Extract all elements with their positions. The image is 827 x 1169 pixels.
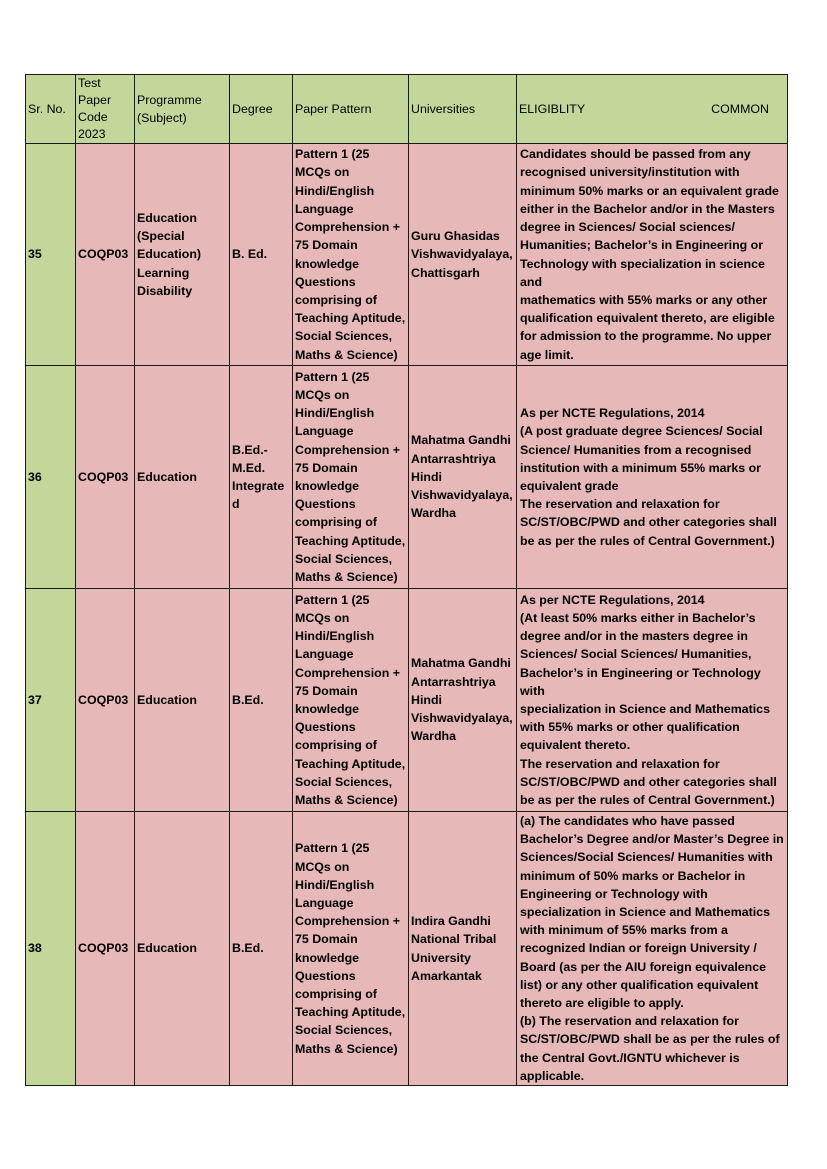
- eligibility-cell: [517, 589, 788, 812]
- cell-line: Social Sciences,: [295, 329, 393, 344]
- cell-line: Pattern 1 (25: [295, 369, 370, 384]
- sr-no-cell: 37: [26, 589, 76, 812]
- cell-line: Indira Gandhi: [411, 914, 491, 929]
- cell-line: list) or any other qualification equivalent: [520, 977, 759, 992]
- cell-line: B. Ed.: [232, 247, 268, 262]
- cell-line: age limit.: [520, 347, 574, 362]
- cell-line: Comprehension +: [295, 442, 400, 457]
- cell-line: Wardha: [411, 506, 456, 521]
- programme-cell: [135, 366, 230, 589]
- cell-line: Maths & Science): [295, 793, 398, 808]
- programme-cell: [135, 144, 230, 366]
- cell-line: M.Ed.: [232, 460, 266, 475]
- programme-cell: [135, 589, 230, 812]
- cell-line: Maths & Science): [295, 347, 398, 362]
- cell-line: (At least 50% marks either in Bachelor’s: [520, 610, 756, 625]
- eligibility-cell: [517, 366, 788, 589]
- cell-line: Antarrashtriya: [411, 451, 496, 466]
- cell-line: Comprehension +: [295, 220, 400, 235]
- cell-line: thereto are eligible to apply.: [520, 996, 684, 1011]
- cell-line: Integrate: [232, 479, 285, 493]
- cell-line: Social Sciences,: [295, 551, 393, 566]
- pattern-cell: [293, 366, 409, 589]
- cell-line: minimum 50% marks or an equivalent grade: [520, 183, 779, 198]
- cell-line: Education: [137, 941, 197, 956]
- cell-line: Education: [137, 210, 197, 225]
- cell-line: Vishwavidyalaya,: [411, 488, 513, 503]
- cell-line: B.Ed.: [232, 692, 264, 707]
- cell-line: be as per the rules of Central Government.): [520, 793, 775, 808]
- cell-line: specialization in Science and Mathematics: [520, 702, 770, 716]
- cell-line: Technology with specialization in science and: [520, 256, 765, 289]
- cell-line: The reservation and relaxation for: [520, 756, 720, 771]
- cell-line: Social Sciences,: [295, 774, 393, 789]
- cell-line: Humanities; Bachelor’s in Engineering or: [520, 238, 764, 253]
- cell-line: Social Sciences,: [295, 1023, 393, 1038]
- cell-line: recognised university/institution with: [520, 165, 740, 180]
- cell-line: B.Ed.: [232, 941, 264, 956]
- cell-line: Bachelor’s Degree and/or Master’s Degree in: [520, 832, 784, 847]
- cell-line: Language: [295, 201, 354, 216]
- cell-line: Wardha: [411, 729, 456, 744]
- cell-line: The reservation and relaxation for: [520, 497, 720, 512]
- code-cell: COQP03: [76, 144, 135, 366]
- cell-line: comprising of: [295, 986, 377, 1001]
- cell-line: (b) The reservation and relaxation for: [520, 1014, 739, 1029]
- degree-cell: [230, 589, 293, 812]
- table-row: [26, 366, 788, 589]
- cell-line: Vishwavidyalaya,: [411, 247, 513, 262]
- cell-line: Maths & Science): [295, 570, 398, 585]
- header-universities: Universities: [409, 75, 517, 144]
- cell-line: Questions: [295, 720, 356, 735]
- eligibility-cell: [517, 144, 788, 366]
- cell-line: comprising of: [295, 292, 377, 307]
- cell-line: institution with a minimum 55% marks or: [520, 460, 761, 475]
- cell-line: (A post graduate degree Sciences/ Social: [520, 424, 763, 439]
- cell-line: National Tribal: [411, 932, 497, 947]
- cell-line: Candidates should be passed from any: [520, 147, 751, 162]
- cell-line: MCQs on: [295, 165, 350, 180]
- cell-line: Sciences/Social Sciences/ Humanities with: [520, 850, 773, 865]
- cell-line: SC/ST/OBC/PWD and other categories shall: [520, 515, 777, 530]
- code-cell: COQP03: [76, 589, 135, 812]
- cell-line: equivalent thereto.: [520, 738, 631, 753]
- cell-line: recognized Indian or foreign University /: [520, 941, 757, 956]
- cell-line: (Special: [137, 229, 185, 244]
- cell-line: with 55% marks or other qualification: [520, 720, 740, 735]
- cell-line: Education: [137, 469, 197, 484]
- cell-line: Pattern 1 (25: [295, 592, 370, 607]
- cell-line: Teaching Aptitude,: [295, 1005, 406, 1020]
- header-test-paper-code: Test Paper Code 2023: [76, 75, 135, 144]
- common-label: COMMON: [711, 101, 769, 116]
- header-sr-no: Sr. No.: [26, 75, 76, 144]
- eligibility-label: ELIGIBLITY: [519, 101, 586, 116]
- cell-line: comprising of: [295, 515, 377, 530]
- cell-line: SC/ST/OBC/PWD shall be as per the rules of: [520, 1032, 780, 1047]
- cell-line: knowledge: [295, 702, 360, 716]
- cell-line: mathematics with 55% marks or any other: [520, 292, 768, 307]
- cell-line: knowledge: [295, 256, 360, 271]
- pattern-cell: [293, 589, 409, 812]
- cell-line: Education): [137, 247, 202, 262]
- cell-line: Chattisgarh: [411, 265, 480, 280]
- cell-line: Mahatma Gandhi: [411, 656, 511, 671]
- cell-line: Comprehension +: [295, 914, 400, 929]
- cell-line: d: [232, 497, 240, 512]
- cell-line: knowledge: [295, 479, 360, 493]
- header-eligibility: [517, 75, 788, 144]
- table-row: [26, 144, 788, 366]
- cell-line: Teaching Aptitude,: [295, 533, 406, 548]
- cell-line: Language: [295, 647, 354, 662]
- cell-line: Learning: [137, 265, 190, 280]
- sr-no-cell: 35: [26, 144, 76, 366]
- cell-line: MCQs on: [295, 859, 350, 874]
- cell-line: Pattern 1 (25: [295, 841, 370, 856]
- table-row: [26, 589, 788, 812]
- university-cell: [409, 589, 517, 812]
- pattern-cell: [293, 812, 409, 1086]
- eligibility-cell: [517, 812, 788, 1086]
- cell-line: Hindi/English: [295, 629, 375, 644]
- cell-line: B.Ed.-: [232, 442, 268, 457]
- cell-line: MCQs on: [295, 610, 350, 625]
- cell-line: 75 Domain: [295, 238, 358, 253]
- sr-no-cell: 36: [26, 366, 76, 589]
- cell-line: Hindi: [411, 692, 442, 707]
- cell-line: degree and/or in the masters degree in: [520, 629, 748, 644]
- cell-line: Bachelor’s in Engineering or Technology with: [520, 665, 761, 698]
- programme-cell: [135, 812, 230, 1086]
- degree-cell: [230, 144, 293, 366]
- cell-line: comprising of: [295, 738, 377, 753]
- cell-line: Vishwavidyalaya,: [411, 711, 513, 726]
- cell-line: Sciences/ Social Sciences/ Humanities,: [520, 647, 752, 662]
- cell-line: MCQs on: [295, 387, 350, 402]
- cell-line: Hindi/English: [295, 406, 375, 421]
- sr-no-cell: 38: [26, 812, 76, 1086]
- cell-line: applicable.: [520, 1068, 585, 1083]
- header-row: [26, 75, 788, 144]
- cell-line: Questions: [295, 968, 356, 983]
- university-cell: [409, 144, 517, 366]
- cell-line: qualification equivalent thereto, are eligible: [520, 311, 775, 326]
- cell-line: Pattern 1 (25: [295, 147, 370, 162]
- cell-line: 75 Domain: [295, 932, 358, 947]
- cell-line: University: [411, 950, 471, 965]
- cell-line: Hindi/English: [295, 183, 375, 198]
- cell-line: be as per the rules of Central Government.): [520, 533, 775, 548]
- cell-line: Comprehension +: [295, 665, 400, 680]
- cell-line: Maths & Science): [295, 1041, 398, 1056]
- cell-line: equivalent grade: [520, 479, 619, 493]
- cell-line: Antarrashtriya: [411, 674, 496, 689]
- cell-line: minimum of 50% marks or Bachelor in: [520, 868, 746, 883]
- header-paper-pattern: Paper Pattern: [293, 75, 409, 144]
- cell-line: Board (as per the AIU foreign equivalence: [520, 959, 767, 974]
- cell-line: either in the Bachelor and/or in the Masters: [520, 201, 775, 216]
- table-row: [26, 812, 788, 1086]
- cell-line: knowledge: [295, 950, 360, 965]
- cell-line: Disability: [137, 283, 193, 298]
- cell-line: Teaching Aptitude,: [295, 311, 406, 326]
- cell-line: 75 Domain: [295, 683, 358, 698]
- cell-line: Guru Ghasidas: [411, 229, 500, 244]
- cell-line: the Central Govt./IGNTU whichever is: [520, 1050, 740, 1065]
- cell-line: As per NCTE Regulations, 2014: [520, 406, 705, 421]
- cell-line: As per NCTE Regulations, 2014: [520, 592, 705, 607]
- eligibility-table: [25, 74, 788, 1086]
- cell-line: Amarkantak: [411, 968, 482, 983]
- cell-line: Science/ Humanities from a recognised: [520, 442, 752, 457]
- cell-line: degree in Sciences/ Social sciences/: [520, 220, 735, 235]
- cell-line: Questions: [295, 497, 356, 512]
- cell-line: Questions: [295, 274, 356, 289]
- cell-line: Language: [295, 895, 354, 910]
- degree-cell: [230, 366, 293, 589]
- cell-line: Education: [137, 692, 197, 707]
- cell-line: (a) The candidates who have passed: [520, 814, 735, 828]
- cell-line: 75 Domain: [295, 460, 358, 475]
- pattern-cell: [293, 144, 409, 366]
- cell-line: Language: [295, 424, 354, 439]
- cell-line: Mahatma Gandhi: [411, 433, 511, 448]
- degree-cell: [230, 812, 293, 1086]
- header-programme: Programme (Subject): [135, 75, 230, 144]
- university-cell: [409, 812, 517, 1086]
- cell-line: SC/ST/OBC/PWD and other categories shall: [520, 774, 777, 789]
- cell-line: Hindi/English: [295, 877, 375, 892]
- cell-line: Hindi: [411, 469, 442, 484]
- code-cell: COQP03: [76, 812, 135, 1086]
- cell-line: for admission to the programme. No upper: [520, 329, 772, 344]
- cell-line: with minimum of 55% marks from a: [520, 923, 728, 938]
- university-cell: [409, 366, 517, 589]
- code-cell: COQP03: [76, 366, 135, 589]
- cell-line: Engineering or Technology with: [520, 886, 708, 901]
- cell-line: Teaching Aptitude,: [295, 756, 406, 771]
- cell-line: specialization in Science and Mathematics: [520, 905, 770, 920]
- header-degree: Degree: [230, 75, 293, 144]
